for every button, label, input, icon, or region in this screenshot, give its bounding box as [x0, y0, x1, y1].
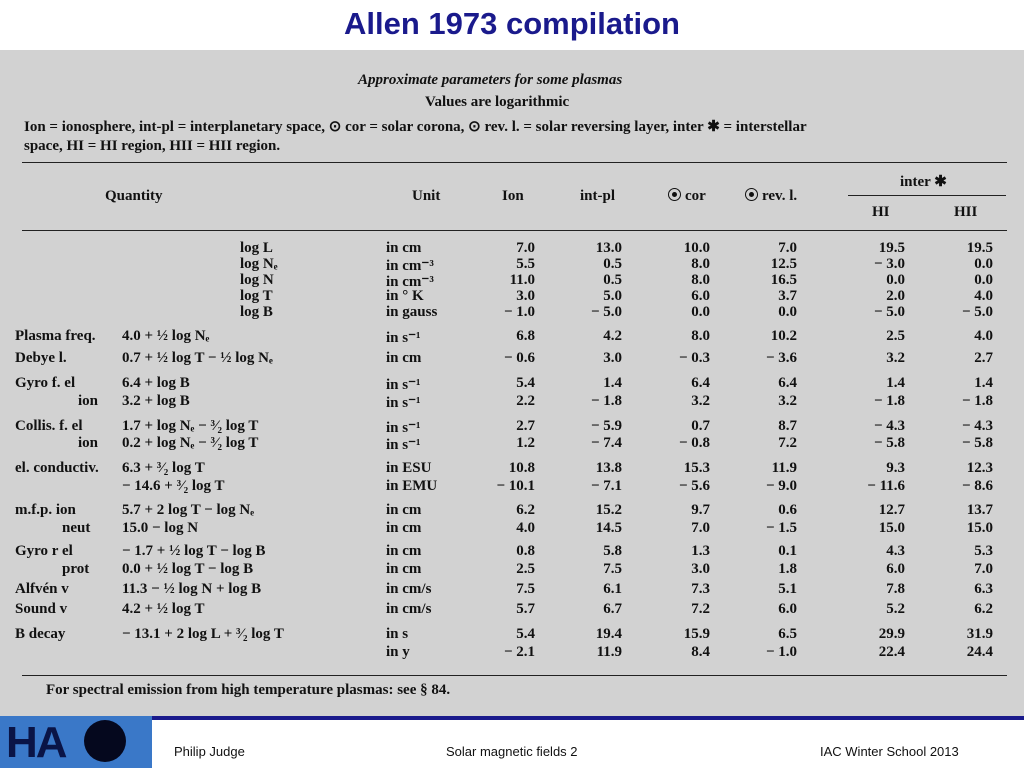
table-row [0, 644, 1024, 661]
row-value: − 1.8 [590, 393, 622, 409]
row-value: 31.9 [966, 626, 993, 642]
row-value: − 7.1 [590, 478, 622, 494]
row-value: 15.0 [966, 520, 993, 536]
header-cor-label: cor [685, 188, 706, 204]
footer-divider [152, 716, 1024, 720]
row-unit: in cm⁻³ [386, 274, 434, 290]
row-value: 1.4 [974, 375, 993, 391]
row-value: 0.0 [778, 304, 797, 320]
row-value: 6.4 [778, 375, 797, 391]
header-hi: HI [872, 204, 890, 220]
row-value: 2.5 [516, 561, 535, 577]
row-value: 3.0 [603, 350, 622, 366]
row-quantity: el. conductiv. [15, 460, 99, 476]
row-value: 1.4 [886, 375, 905, 391]
row-value: 7.2 [691, 601, 710, 617]
row-value: 6.0 [886, 561, 905, 577]
row-value: 5.8 [603, 543, 622, 559]
row-value: 5.5 [516, 256, 535, 272]
row-value: 7.8 [886, 581, 905, 597]
header-cor [668, 188, 706, 205]
row-value: 15.2 [595, 502, 622, 518]
row-unit: in cm [386, 543, 422, 559]
row-value: 0.5 [603, 272, 622, 288]
row-formula: 5.7 + 2 log T − log Nₑ [122, 502, 255, 518]
row-unit: in y [386, 644, 410, 660]
row-unit: in s⁻¹ [386, 437, 421, 453]
row-unit: in cm [386, 561, 422, 577]
row-value: 5.2 [886, 601, 905, 617]
row-value: − 0.3 [678, 350, 710, 366]
row-quantity: Plasma freq. [15, 328, 96, 344]
row-value: 0.1 [778, 543, 797, 559]
row-value: 8.0 [691, 256, 710, 272]
table-row [0, 418, 1024, 435]
row-formula: log L [240, 240, 273, 256]
row-value: 14.5 [595, 520, 622, 536]
row-value: 19.4 [595, 626, 622, 642]
row-quantity: B decay [15, 626, 66, 642]
table-row [0, 350, 1024, 367]
scanned-table-image [0, 50, 1024, 716]
row-unit: in cm [386, 350, 422, 366]
row-value: 1.4 [603, 375, 622, 391]
row-value: 11.9 [596, 644, 622, 660]
row-unit: in cm/s [386, 601, 432, 617]
row-value: − 5.6 [678, 478, 710, 494]
row-value: 7.0 [974, 561, 993, 577]
row-value: 11.0 [509, 272, 535, 288]
row-value: − 1.0 [765, 644, 797, 660]
header-hii: HII [954, 204, 978, 220]
row-value: 3.2 [886, 350, 905, 366]
slide-footer [0, 716, 1024, 768]
row-value: 6.7 [603, 601, 622, 617]
row-value: 7.0 [691, 520, 710, 536]
row-value: 15.0 [878, 520, 905, 536]
row-value: 4.0 [516, 520, 535, 536]
table-row [0, 581, 1024, 598]
row-value: 3.0 [691, 561, 710, 577]
table-row [0, 288, 1024, 305]
row-value: 6.4 [691, 375, 710, 391]
row-value: 1.3 [691, 543, 710, 559]
row-unit: in s⁻¹ [386, 330, 421, 346]
row-quantity: ion [78, 393, 99, 409]
row-quantity: Collis. f. el [15, 418, 83, 434]
row-value: 3.2 [778, 393, 797, 409]
row-value: 5.7 [516, 601, 535, 617]
row-value: − 5.0 [873, 304, 905, 320]
row-value: 8.0 [691, 328, 710, 344]
row-quantity: neut [62, 520, 91, 536]
row-quantity: Gyro f. el [15, 375, 76, 391]
row-value: 6.8 [516, 328, 535, 344]
row-formula: 0.2 + log Nₑ − ³⁄₂ log T [122, 435, 259, 451]
table-row [0, 626, 1024, 643]
row-value: 6.0 [778, 601, 797, 617]
row-formula: 0.7 + ½ log T − ½ log Nₑ [122, 350, 273, 366]
row-value: 7.2 [778, 435, 797, 451]
row-value: 7.0 [516, 240, 535, 256]
row-value: 6.0 [691, 288, 710, 304]
row-value: − 11.6 [867, 478, 905, 494]
header-inter: inter ✱ [900, 174, 947, 190]
header-int-pl: int-pl [580, 188, 616, 204]
row-value: 13.0 [595, 240, 622, 256]
footer-author: Philip Judge [174, 744, 245, 759]
logo-text: HA [6, 718, 66, 767]
row-value: − 0.8 [678, 435, 710, 451]
row-value: − 9.0 [765, 478, 797, 494]
row-value: 2.5 [886, 328, 905, 344]
row-value: 10.2 [770, 328, 797, 344]
row-value: 6.5 [778, 626, 797, 642]
header-rev [745, 188, 797, 205]
row-value: − 1.8 [961, 393, 993, 409]
table-row [0, 601, 1024, 618]
row-value: 0.8 [516, 543, 535, 559]
row-value: − 1.8 [873, 393, 905, 409]
row-value: − 0.6 [503, 350, 535, 366]
row-value: − 4.3 [873, 418, 905, 434]
row-value: − 1.0 [503, 304, 535, 320]
row-formula: − 14.6 + ³⁄₂ log T [122, 478, 225, 494]
row-value: 7.0 [778, 240, 797, 256]
row-value: 0.0 [691, 304, 710, 320]
row-formula: 1.7 + log Nₑ − ³⁄₂ log T [122, 418, 259, 434]
row-quantity: ion [78, 435, 99, 451]
row-formula: 0.0 + ½ log T − log B [122, 561, 254, 577]
row-value: 3.0 [516, 288, 535, 304]
row-unit: in cm [386, 240, 422, 256]
row-value: 10.8 [508, 460, 535, 476]
row-value: 12.7 [878, 502, 905, 518]
row-unit: in gauss [386, 304, 438, 320]
row-quantity: Gyro r el [15, 543, 73, 559]
table-row [0, 328, 1024, 345]
row-quantity: Debye l. [15, 350, 67, 366]
row-formula: log T [240, 288, 273, 304]
row-value: 7.5 [603, 561, 622, 577]
row-value: 0.5 [603, 256, 622, 272]
row-value: 5.1 [778, 581, 797, 597]
header-ion: Ion [502, 188, 524, 204]
row-value: 5.3 [974, 543, 993, 559]
row-formula: 4.2 + ½ log T [122, 601, 205, 617]
row-value: 7.3 [691, 581, 710, 597]
row-value: 6.2 [974, 601, 993, 617]
row-unit: in cm [386, 502, 422, 518]
row-value: 8.4 [691, 644, 710, 660]
description-line-1: Ion = ionosphere, int-pl = interplanetary space, ⊙ cor = solar corona, ⊙ rev. l. = solar reversing layer, inter ✱ = interstellar [24, 119, 807, 135]
row-value: 6.1 [603, 581, 622, 597]
row-quantity: Sound v [15, 601, 68, 617]
row-value: 4.0 [974, 328, 993, 344]
row-value: 1.2 [516, 435, 535, 451]
row-value: − 5.0 [961, 304, 993, 320]
row-value: − 10.1 [496, 478, 535, 494]
row-value: 2.7 [516, 418, 535, 434]
row-formula: 4.0 + ½ log Nₑ [122, 328, 210, 344]
row-value: − 2.1 [503, 644, 535, 660]
row-value: 11.9 [771, 460, 797, 476]
table-description [24, 118, 1009, 156]
row-unit: in cm [386, 520, 422, 536]
row-value: 19.5 [966, 240, 993, 256]
row-value: 15.9 [683, 626, 710, 642]
row-value: − 8.6 [961, 478, 993, 494]
row-unit: in EMU [386, 478, 438, 494]
row-value: 2.7 [974, 350, 993, 366]
row-unit: in s⁻¹ [386, 420, 421, 436]
row-value: 5.0 [603, 288, 622, 304]
row-value: 3.2 [691, 393, 710, 409]
slide-title: Allen 1973 compilation [344, 6, 680, 41]
rule-bottom [22, 675, 1007, 676]
row-value: − 7.4 [590, 435, 622, 451]
description-line-2: space, HI = HI region, HII = HII region. [24, 138, 281, 154]
row-value: 4.3 [886, 543, 905, 559]
row-value: 6.2 [516, 502, 535, 518]
row-value: 12.5 [770, 256, 797, 272]
row-quantity: Alfvén v [15, 581, 69, 597]
row-value: 6.3 [974, 581, 993, 597]
row-formula: − 1.7 + ½ log T − log B [122, 543, 266, 559]
row-value: 0.7 [691, 418, 710, 434]
row-value: 12.3 [966, 460, 993, 476]
row-unit: in s [386, 626, 409, 642]
row-value: 9.3 [886, 460, 905, 476]
rule-top [22, 162, 1007, 163]
row-unit: in s⁻¹ [386, 395, 421, 411]
row-formula: 11.3 − ½ log N + log B [122, 581, 262, 597]
row-value: 13.7 [966, 502, 993, 518]
row-value: 0.0 [974, 272, 993, 288]
row-unit: in ESU [386, 460, 432, 476]
row-value: 15.3 [683, 460, 710, 476]
row-value: − 3.6 [765, 350, 797, 366]
row-value: 0.0 [974, 256, 993, 272]
row-value: 4.2 [603, 328, 622, 344]
row-value: − 5.9 [590, 418, 622, 434]
footer-event: IAC Winter School 2013 [820, 744, 959, 759]
row-value: 0.6 [778, 502, 797, 518]
row-value: − 5.0 [590, 304, 622, 320]
row-value: 1.8 [778, 561, 797, 577]
table-caption: Approximate parameters for some plasmas [358, 72, 623, 88]
rule-header-bottom [22, 230, 1007, 231]
row-value: 16.5 [770, 272, 797, 288]
rule-inter [848, 195, 1006, 196]
row-quantity: prot [62, 561, 90, 577]
hao-logo [0, 716, 152, 768]
row-formula: − 13.1 + 2 log L + ³⁄₂ log T [122, 626, 284, 642]
row-value: 2.0 [886, 288, 905, 304]
sun-symbol-icon [745, 188, 758, 201]
row-formula: log N [240, 272, 274, 288]
row-value: − 4.3 [961, 418, 993, 434]
row-formula: 6.3 + ³⁄₂ log T [122, 460, 205, 476]
table-row [0, 543, 1024, 560]
table-row [0, 520, 1024, 537]
row-value: − 5.8 [961, 435, 993, 451]
table-row [0, 304, 1024, 321]
row-value: 19.5 [878, 240, 905, 256]
table-row [0, 435, 1024, 452]
row-value: 29.9 [878, 626, 905, 642]
row-value: 9.7 [691, 502, 710, 518]
row-value: 24.4 [966, 644, 993, 660]
row-formula: log B [240, 304, 273, 320]
header-rev-label: rev. l. [762, 188, 798, 204]
table-row [0, 561, 1024, 578]
row-unit: in ° K [386, 288, 424, 304]
table-row [0, 393, 1024, 410]
row-unit: in cm/s [386, 581, 432, 597]
logo-sun-icon [84, 720, 126, 762]
row-value: − 3.0 [873, 256, 905, 272]
row-unit: in s⁻¹ [386, 377, 421, 393]
table-row [0, 478, 1024, 495]
table-footnote: For spectral emission from high temperature plasmas: see § 84. [46, 682, 451, 698]
table-subcaption: Values are logarithmic [425, 94, 570, 110]
table-row [0, 502, 1024, 519]
row-value: 3.7 [778, 288, 797, 304]
row-value: 5.4 [516, 375, 535, 391]
footer-talk-title: Solar magnetic fields 2 [446, 744, 578, 759]
row-value: 7.5 [516, 581, 535, 597]
row-formula: 15.0 − log N [122, 520, 199, 536]
sun-symbol-icon [668, 188, 681, 201]
row-value: − 5.8 [873, 435, 905, 451]
table-row [0, 240, 1024, 257]
row-value: 8.0 [691, 272, 710, 288]
row-formula: 6.4 + log B [122, 375, 190, 391]
row-value: 13.8 [595, 460, 622, 476]
row-value: − 1.5 [765, 520, 797, 536]
row-value: 4.0 [974, 288, 993, 304]
row-value: 5.4 [516, 626, 535, 642]
row-quantity: m.f.p. ion [15, 502, 76, 518]
row-formula: 3.2 + log B [122, 393, 190, 409]
row-unit: in cm⁻³ [386, 258, 434, 274]
header-unit: Unit [412, 188, 441, 204]
table-row [0, 375, 1024, 392]
table-row [0, 256, 1024, 273]
row-value: 22.4 [878, 644, 905, 660]
row-value: 10.0 [683, 240, 710, 256]
table-row [0, 272, 1024, 289]
row-value: 2.2 [516, 393, 535, 409]
header-quantity: Quantity [105, 188, 163, 204]
row-value: 0.0 [886, 272, 905, 288]
row-value: 8.7 [778, 418, 797, 434]
table-row [0, 460, 1024, 477]
row-formula: log Nₑ [240, 256, 278, 272]
